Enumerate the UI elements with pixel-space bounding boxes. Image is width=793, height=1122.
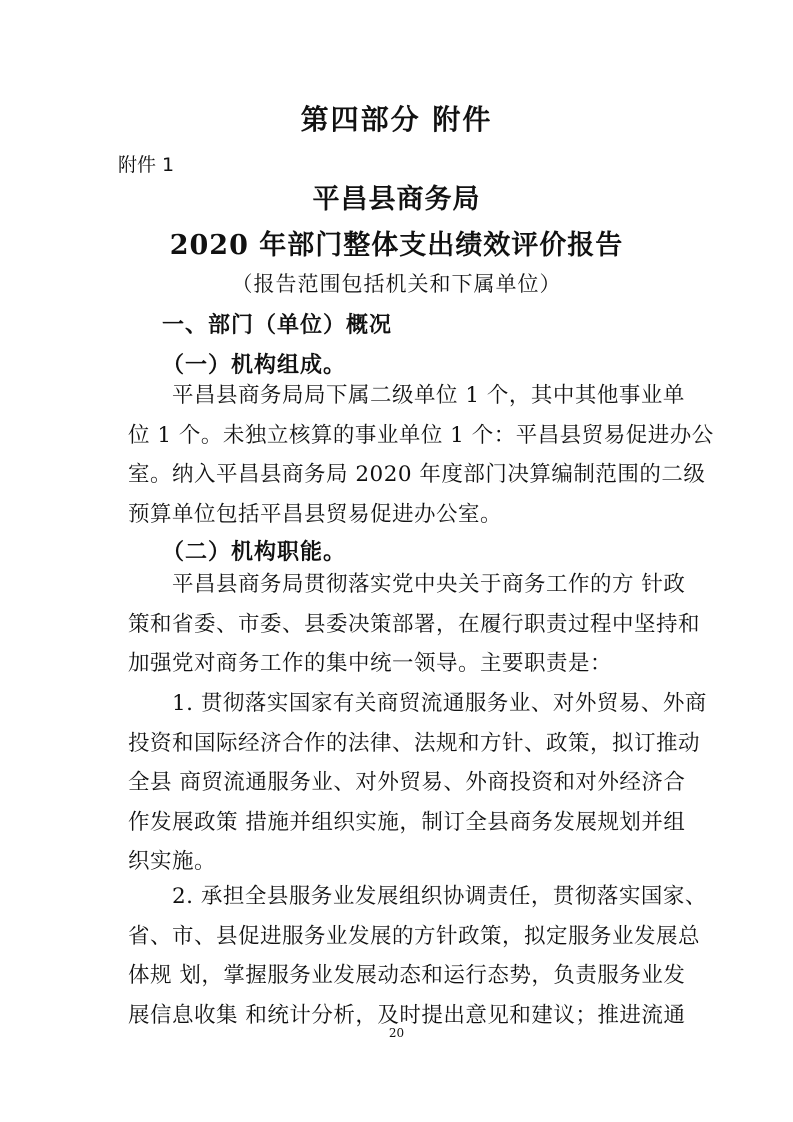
scope-note: （报告范围包括机关和下属单位）: [231, 272, 562, 296]
text-line: 室。纳入平昌县商务局 2020 年度部门决算编制范围的二级: [128, 462, 706, 487]
subsection-heading-functions: （二）机构职能。: [162, 539, 347, 565]
text-line: 平昌县商务局贯彻落实党中央关于商务工作的方 针政: [172, 572, 686, 597]
text-line: 平昌县商务局局下属二级单位 1 个，其中其他事业单: [172, 383, 685, 408]
text-line: 展信息收集 和统计分析，及时提出意见和建议；推进流通: [128, 1002, 686, 1028]
org-title: 平昌县商务局: [312, 184, 481, 215]
paragraph-functions-intro: [128, 565, 701, 684]
text-line: 预算单位包括平昌县贸易促进办公室。: [128, 501, 503, 527]
attachment-label: 附件 1: [118, 154, 175, 176]
text-line: 2. 承担全县服务业发展组织协调责任，贯彻落实国家、: [172, 884, 707, 909]
text-line: 位 1 个。未独立核算的事业单位 1 个：平昌县贸易促进办公: [128, 422, 714, 448]
section-heading-overview: 一、部门（单位）概况: [162, 313, 393, 338]
text-line: 加强党对商务工作的集中统一领导。主要职责是：: [128, 651, 613, 676]
subsection-heading-composition: （一）机构组成。: [162, 352, 347, 378]
text-line: 体规 划，掌握服务业发展动态和运行态势，负责服务业发: [128, 963, 686, 988]
page-number: 20: [388, 1026, 405, 1040]
text-line: 作发展政策 措施并组织实施，制订全县商务发展规划并组: [128, 809, 686, 835]
text-line: 策和省委、市委、县委决策部署，在履行职责过程中坚持和: [128, 611, 701, 637]
text-line: 1. 贯彻落实国家有关商贸流通服务业、对外贸易、外商: [172, 691, 707, 716]
text-line: 织实施。: [128, 849, 217, 874]
paragraph-duty-1: [128, 684, 707, 882]
paragraph-duty-2: [128, 877, 707, 1035]
part-title: 第四部分 附件: [300, 103, 493, 136]
report-title: 2020 年部门整体支出绩效评价报告: [169, 230, 624, 261]
paragraph-composition: [128, 376, 714, 534]
text-line: 全县 商贸流通服务业、对外贸易、外商投资和对外经济合: [128, 770, 686, 795]
text-line: 省、市、县促进服务业发展的方针政策，拟定服务业发展总: [128, 923, 701, 949]
text-line: 投资和国际经济合作的法律、法规和方针、政策，拟订推动: [128, 730, 701, 756]
